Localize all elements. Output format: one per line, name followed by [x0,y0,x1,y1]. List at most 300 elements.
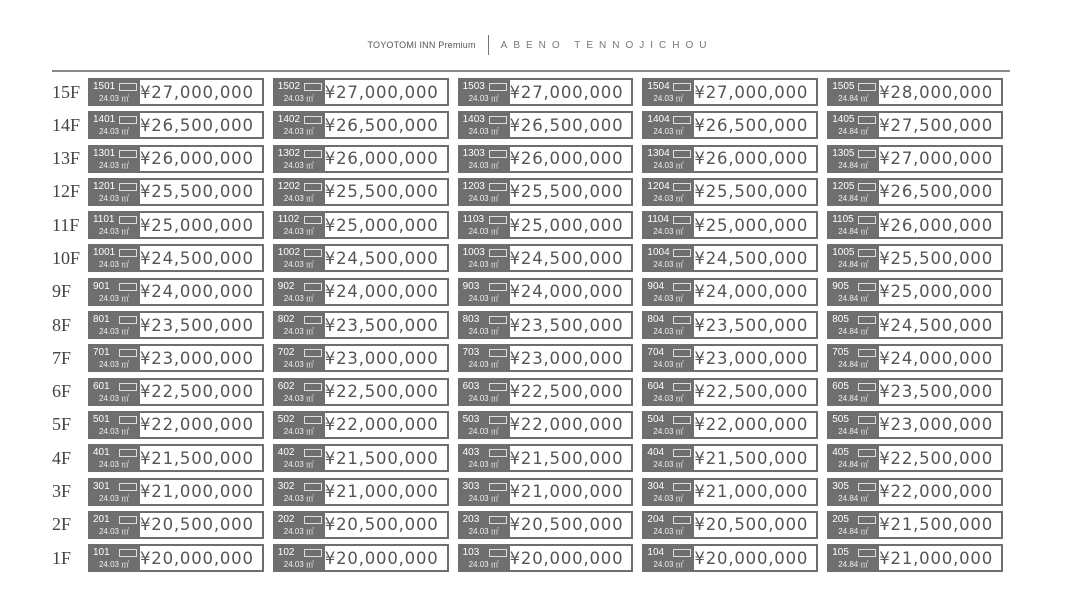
unit-type-icon [304,150,322,158]
unit-tag [829,80,879,104]
unit-card [642,145,818,173]
unit-area: 24.03 ㎡ [653,393,684,403]
unit-number: 405 [832,447,849,459]
unit-area: 24.03 ㎡ [653,360,684,370]
unit-number: 1204 [647,180,670,192]
unit-price: ¥22,000,000 [879,482,994,502]
unit-card [273,211,449,239]
unit-type-icon [673,549,691,557]
unit-price: ¥27,500,000 [879,115,994,135]
unit-tag [644,546,694,570]
unit-card [827,111,1003,139]
unit-area: 24.84 ㎡ [838,560,869,570]
unit-type-icon [673,116,691,124]
unit-area: 24.03 ㎡ [468,460,499,470]
floor-label: 15F [52,81,81,102]
unit-type-icon [489,249,507,257]
unit-price: ¥22,500,000 [694,382,809,402]
floor-label: 13F [52,148,81,169]
unit-area: 24.03 ㎡ [653,460,684,470]
unit-type-icon [304,383,322,391]
unit-number: 201 [92,513,110,525]
unit-number: 1305 [832,147,855,159]
unit-card [827,78,1003,106]
unit-area: 24.03 ㎡ [468,260,499,270]
unit-price: ¥24,500,000 [879,315,994,335]
unit-type-icon [119,283,137,291]
unit-type-icon [489,83,507,91]
unit-area: 24.03 ㎡ [468,94,499,103]
unit-number: 704 [647,347,665,359]
unit-price: ¥26,500,000 [324,115,439,135]
unit-price: ¥25,000,000 [139,215,254,235]
unit-number: 102 [277,547,295,559]
unit-card [273,511,449,539]
unit-price: ¥23,000,000 [509,348,624,368]
unit-card [458,278,634,306]
floor-row [52,210,1012,240]
unit-tag [275,147,325,171]
unit-type-icon [858,549,876,557]
unit-type-icon [304,549,322,557]
floor-label: 14F [52,114,81,135]
unit-area: 24.03 ㎡ [468,293,499,303]
unit-area: 24.03 ㎡ [653,127,684,137]
unit-number: 1004 [647,247,670,259]
unit-card [273,244,449,272]
unit-area: 24.03 ㎡ [98,127,130,137]
unit-type-icon [119,383,137,391]
unit-area: 24.03 ㎡ [653,260,684,270]
unit-card [827,478,1003,506]
unit-type-icon [119,116,137,124]
unit-area: 24.03 ㎡ [283,293,315,303]
unit-price: ¥20,000,000 [509,548,624,568]
unit-type-icon [858,349,876,357]
brand-name: TOYOTOMI INN Premium [367,40,476,50]
unit-price: ¥23,500,000 [324,315,439,335]
unit-tag [460,113,510,137]
unit-card [273,444,449,472]
unit-tag [275,346,325,370]
unit-card [827,544,1003,572]
unit-tag [90,280,140,304]
unit-tag [644,213,694,237]
unit-number: 801 [92,314,110,326]
unit-price: ¥22,500,000 [324,382,439,402]
unit-type-icon [119,183,137,191]
unit-number: 1103 [462,214,485,226]
unit-card [827,244,1003,272]
unit-card [458,244,634,272]
unit-number: 705 [832,347,849,359]
unit-card [273,78,449,106]
unit-type-icon [858,283,876,291]
unit-price: ¥25,500,000 [509,182,624,202]
unit-card [827,444,1003,472]
unit-type-icon [858,316,876,324]
unit-area: 24.03 ㎡ [468,127,499,137]
unit-card [827,311,1003,339]
unit-price: ¥28,000,000 [879,82,994,102]
unit-price: ¥20,500,000 [509,515,624,535]
unit-tag [460,147,510,171]
unit-price: ¥27,000,000 [509,82,624,102]
unit-type-icon [304,516,322,524]
unit-area: 24.03 ㎡ [98,227,130,237]
unit-card [88,444,264,472]
unit-area: 24.03 ㎡ [283,526,315,536]
unit-type-icon [304,349,322,357]
unit-tag [460,546,510,570]
floor-label: 5F [52,414,72,435]
unit-area: 24.03 ㎡ [283,94,315,103]
unit-tag [275,313,325,337]
unit-type-icon [858,116,876,124]
price-grid [52,77,1012,576]
unit-area: 24.03 ㎡ [653,160,684,170]
unit-price: ¥25,000,000 [324,215,439,235]
unit-type-icon [304,216,322,224]
unit-number: 1404 [647,114,670,126]
unit-type-icon [673,150,691,158]
unit-area: 24.03 ㎡ [98,193,130,203]
unit-tag [644,480,694,504]
unit-area: 24.03 ㎡ [283,193,315,203]
unit-type-icon [673,349,691,357]
unit-price: ¥23,500,000 [879,382,994,402]
unit-tag [829,446,879,470]
unit-number: 1001 [92,247,116,259]
unit-card [642,478,818,506]
unit-number: 1403 [462,114,485,126]
unit-tag [644,313,694,337]
unit-area: 24.03 ㎡ [283,560,315,570]
unit-area: 24.03 ㎡ [468,327,499,337]
unit-price: ¥22,500,000 [879,448,994,468]
unit-area: 24.03 ㎡ [283,493,315,503]
unit-area: 24.84 ㎡ [838,227,869,237]
unit-price: ¥24,000,000 [879,348,994,368]
unit-price: ¥27,000,000 [139,82,254,102]
unit-number: 603 [462,380,480,392]
unit-number: 1505 [832,81,855,92]
unit-type-icon [858,150,876,158]
unit-area: 24.03 ㎡ [98,260,130,270]
unit-area: 24.03 ㎡ [468,393,499,403]
unit-number: 1105 [832,214,854,226]
unit-type-icon [489,349,507,357]
unit-area: 24.03 ㎡ [283,227,315,237]
unit-number: 1402 [277,114,301,126]
floor-row [52,543,1012,573]
unit-card [642,411,818,439]
unit-price: ¥26,000,000 [139,149,254,169]
unit-area: 24.03 ㎡ [468,193,499,203]
unit-area: 24.03 ㎡ [653,94,684,103]
unit-tag [275,280,325,304]
unit-type-icon [673,249,691,257]
unit-card [642,78,818,106]
unit-area: 24.03 ㎡ [98,460,130,470]
unit-price: ¥23,000,000 [324,348,439,368]
unit-number: 1303 [462,147,485,159]
unit-card [827,411,1003,439]
unit-tag [275,80,325,104]
unit-price: ¥26,500,000 [509,115,624,135]
unit-card [273,478,449,506]
unit-price: ¥27,000,000 [324,82,439,102]
unit-price: ¥26,000,000 [509,149,624,169]
unit-tag [275,180,325,204]
floor-row [52,110,1012,140]
unit-price: ¥21,500,000 [694,448,809,468]
header-rule [52,70,1010,72]
unit-area: 24.03 ㎡ [468,493,499,503]
unit-tag [644,80,694,104]
unit-number: 804 [647,314,665,326]
floor-row [52,77,1012,107]
unit-price: ¥26,500,000 [879,182,994,202]
unit-price: ¥23,000,000 [139,348,254,368]
unit-area: 24.03 ㎡ [98,493,130,503]
unit-card [273,145,449,173]
unit-price: ¥21,500,000 [509,448,624,468]
unit-tag [460,213,510,237]
unit-price: ¥24,000,000 [509,282,624,302]
unit-tag [460,380,510,404]
floor-row [52,410,1012,440]
unit-price: ¥26,500,000 [694,115,809,135]
unit-type-icon [673,483,691,491]
unit-type-icon [304,249,322,257]
unit-area: 24.84 ㎡ [838,460,869,470]
unit-tag [829,413,879,437]
unit-price: ¥24,000,000 [694,282,809,302]
unit-card [458,411,634,439]
unit-area: 24.84 ㎡ [838,526,869,536]
unit-number: 905 [832,280,849,292]
unit-card [827,178,1003,206]
unit-card [827,145,1003,173]
unit-type-icon [858,516,876,524]
unit-tag [460,446,510,470]
unit-card [642,511,818,539]
floor-label: 12F [52,181,81,202]
unit-area: 24.03 ㎡ [653,327,684,337]
floor-label: 7F [52,347,72,368]
unit-tag [90,113,140,137]
unit-price: ¥20,000,000 [694,548,809,568]
unit-tag [90,147,140,171]
unit-number: 701 [92,347,110,359]
unit-tag [829,180,879,204]
unit-area: 24.03 ㎡ [283,260,315,270]
unit-number: 204 [647,513,665,525]
unit-price: ¥22,000,000 [139,415,254,435]
unit-type-icon [858,383,876,391]
unit-number: 1504 [647,81,670,92]
unit-area: 24.03 ㎡ [653,227,684,237]
unit-card [273,178,449,206]
unit-type-icon [858,216,876,224]
unit-price: ¥22,000,000 [509,415,624,435]
floor-row [52,443,1012,473]
unit-type-icon [489,283,507,291]
unit-number: 605 [832,380,849,392]
unit-area: 24.03 ㎡ [468,526,499,536]
unit-type-icon [119,150,137,158]
unit-number: 1203 [462,180,485,192]
unit-card [458,511,634,539]
unit-tag [829,346,879,370]
unit-price: ¥21,000,000 [509,482,624,502]
unit-type-icon [119,449,137,457]
unit-area: 24.03 ㎡ [283,127,315,137]
unit-type-icon [119,316,137,324]
unit-number: 504 [647,413,665,425]
unit-tag [644,113,694,137]
unit-tag [829,246,879,270]
unit-area: 24.84 ㎡ [838,94,869,103]
unit-area: 24.03 ㎡ [468,560,499,570]
unit-area: 24.03 ㎡ [98,393,130,403]
unit-card [273,344,449,372]
unit-tag [90,246,140,270]
unit-type-icon [858,183,876,191]
unit-card [88,244,264,272]
unit-type-icon [489,150,507,158]
unit-number: 1205 [832,180,855,192]
unit-price: ¥21,000,000 [324,482,439,502]
unit-number: 1101 [92,214,115,226]
unit-tag [90,446,140,470]
unit-area: 24.03 ㎡ [98,94,130,103]
unit-area: 24.03 ㎡ [98,327,130,337]
unit-type-icon [673,449,691,457]
unit-number: 103 [462,547,480,559]
unit-type-icon [858,483,876,491]
unit-type-icon [489,216,507,224]
unit-number: 1104 [647,214,669,226]
unit-price: ¥25,500,000 [694,182,809,202]
unit-number: 403 [462,447,480,459]
unit-number: 205 [832,513,849,525]
unit-price: ¥23,500,000 [139,315,254,335]
unit-card [827,211,1003,239]
unit-price: ¥23,500,000 [694,315,809,335]
unit-tag [275,246,325,270]
unit-area: 24.03 ㎡ [653,426,684,436]
unit-type-icon [858,449,876,457]
unit-card [273,278,449,306]
unit-type-icon [673,383,691,391]
unit-area: 24.03 ㎡ [283,160,315,170]
unit-area: 24.03 ㎡ [468,360,499,370]
unit-tag [644,446,694,470]
unit-tag [460,246,510,270]
unit-price: ¥27,000,000 [879,149,994,169]
unit-number: 1405 [832,114,855,126]
unit-price: ¥24,000,000 [324,282,439,302]
unit-tag [644,246,694,270]
unit-card [88,111,264,139]
unit-number: 601 [92,380,110,392]
unit-number: 1002 [277,247,301,259]
unit-tag [90,346,140,370]
unit-type-icon [673,516,691,524]
unit-area: 24.03 ㎡ [283,360,315,370]
unit-tag [90,413,140,437]
unit-number: 604 [647,380,665,392]
unit-card [88,211,264,239]
unit-type-icon [304,83,322,91]
unit-type-icon [304,416,322,424]
unit-card [88,544,264,572]
floor-label: 6F [52,381,72,402]
unit-price: ¥20,000,000 [139,548,254,568]
unit-type-icon [304,283,322,291]
unit-card [88,344,264,372]
unit-card [642,311,818,339]
unit-number: 1302 [277,147,301,159]
unit-area: 24.03 ㎡ [98,526,130,536]
unit-number: 803 [462,314,480,326]
unit-tag [275,446,325,470]
unit-type-icon [489,316,507,324]
unit-number: 602 [277,380,295,392]
floor-label: 1F [52,547,72,568]
unit-price: ¥25,000,000 [694,215,809,235]
unit-type-icon [119,416,137,424]
unit-number: 805 [832,314,849,326]
unit-type-icon [489,516,507,524]
unit-card [458,211,634,239]
unit-card [458,378,634,406]
unit-number: 101 [92,547,110,559]
unit-card [642,344,818,372]
unit-tag [275,113,325,137]
unit-tag [275,513,325,537]
unit-price: ¥20,500,000 [694,515,809,535]
unit-type-icon [489,383,507,391]
unit-type-icon [489,449,507,457]
unit-type-icon [304,483,322,491]
unit-number: 105 [832,547,849,559]
unit-tag [829,546,879,570]
unit-tag [460,480,510,504]
unit-area: 24.03 ㎡ [468,227,499,237]
unit-tag [644,280,694,304]
unit-number: 802 [277,314,295,326]
unit-number: 1304 [647,147,670,159]
unit-type-icon [673,216,691,224]
unit-tag [90,546,140,570]
floor-label: 10F [52,247,81,268]
unit-number: 1202 [277,180,301,192]
unit-card [273,378,449,406]
unit-number: 401 [92,447,110,459]
unit-number: 1102 [277,214,300,226]
unit-card [458,344,634,372]
unit-area: 24.03 ㎡ [98,560,130,570]
unit-price: ¥21,500,000 [139,448,254,468]
unit-card [827,278,1003,306]
unit-type-icon [304,449,322,457]
unit-number: 505 [832,413,849,425]
unit-number: 1003 [462,247,485,259]
unit-price: ¥26,000,000 [324,149,439,169]
